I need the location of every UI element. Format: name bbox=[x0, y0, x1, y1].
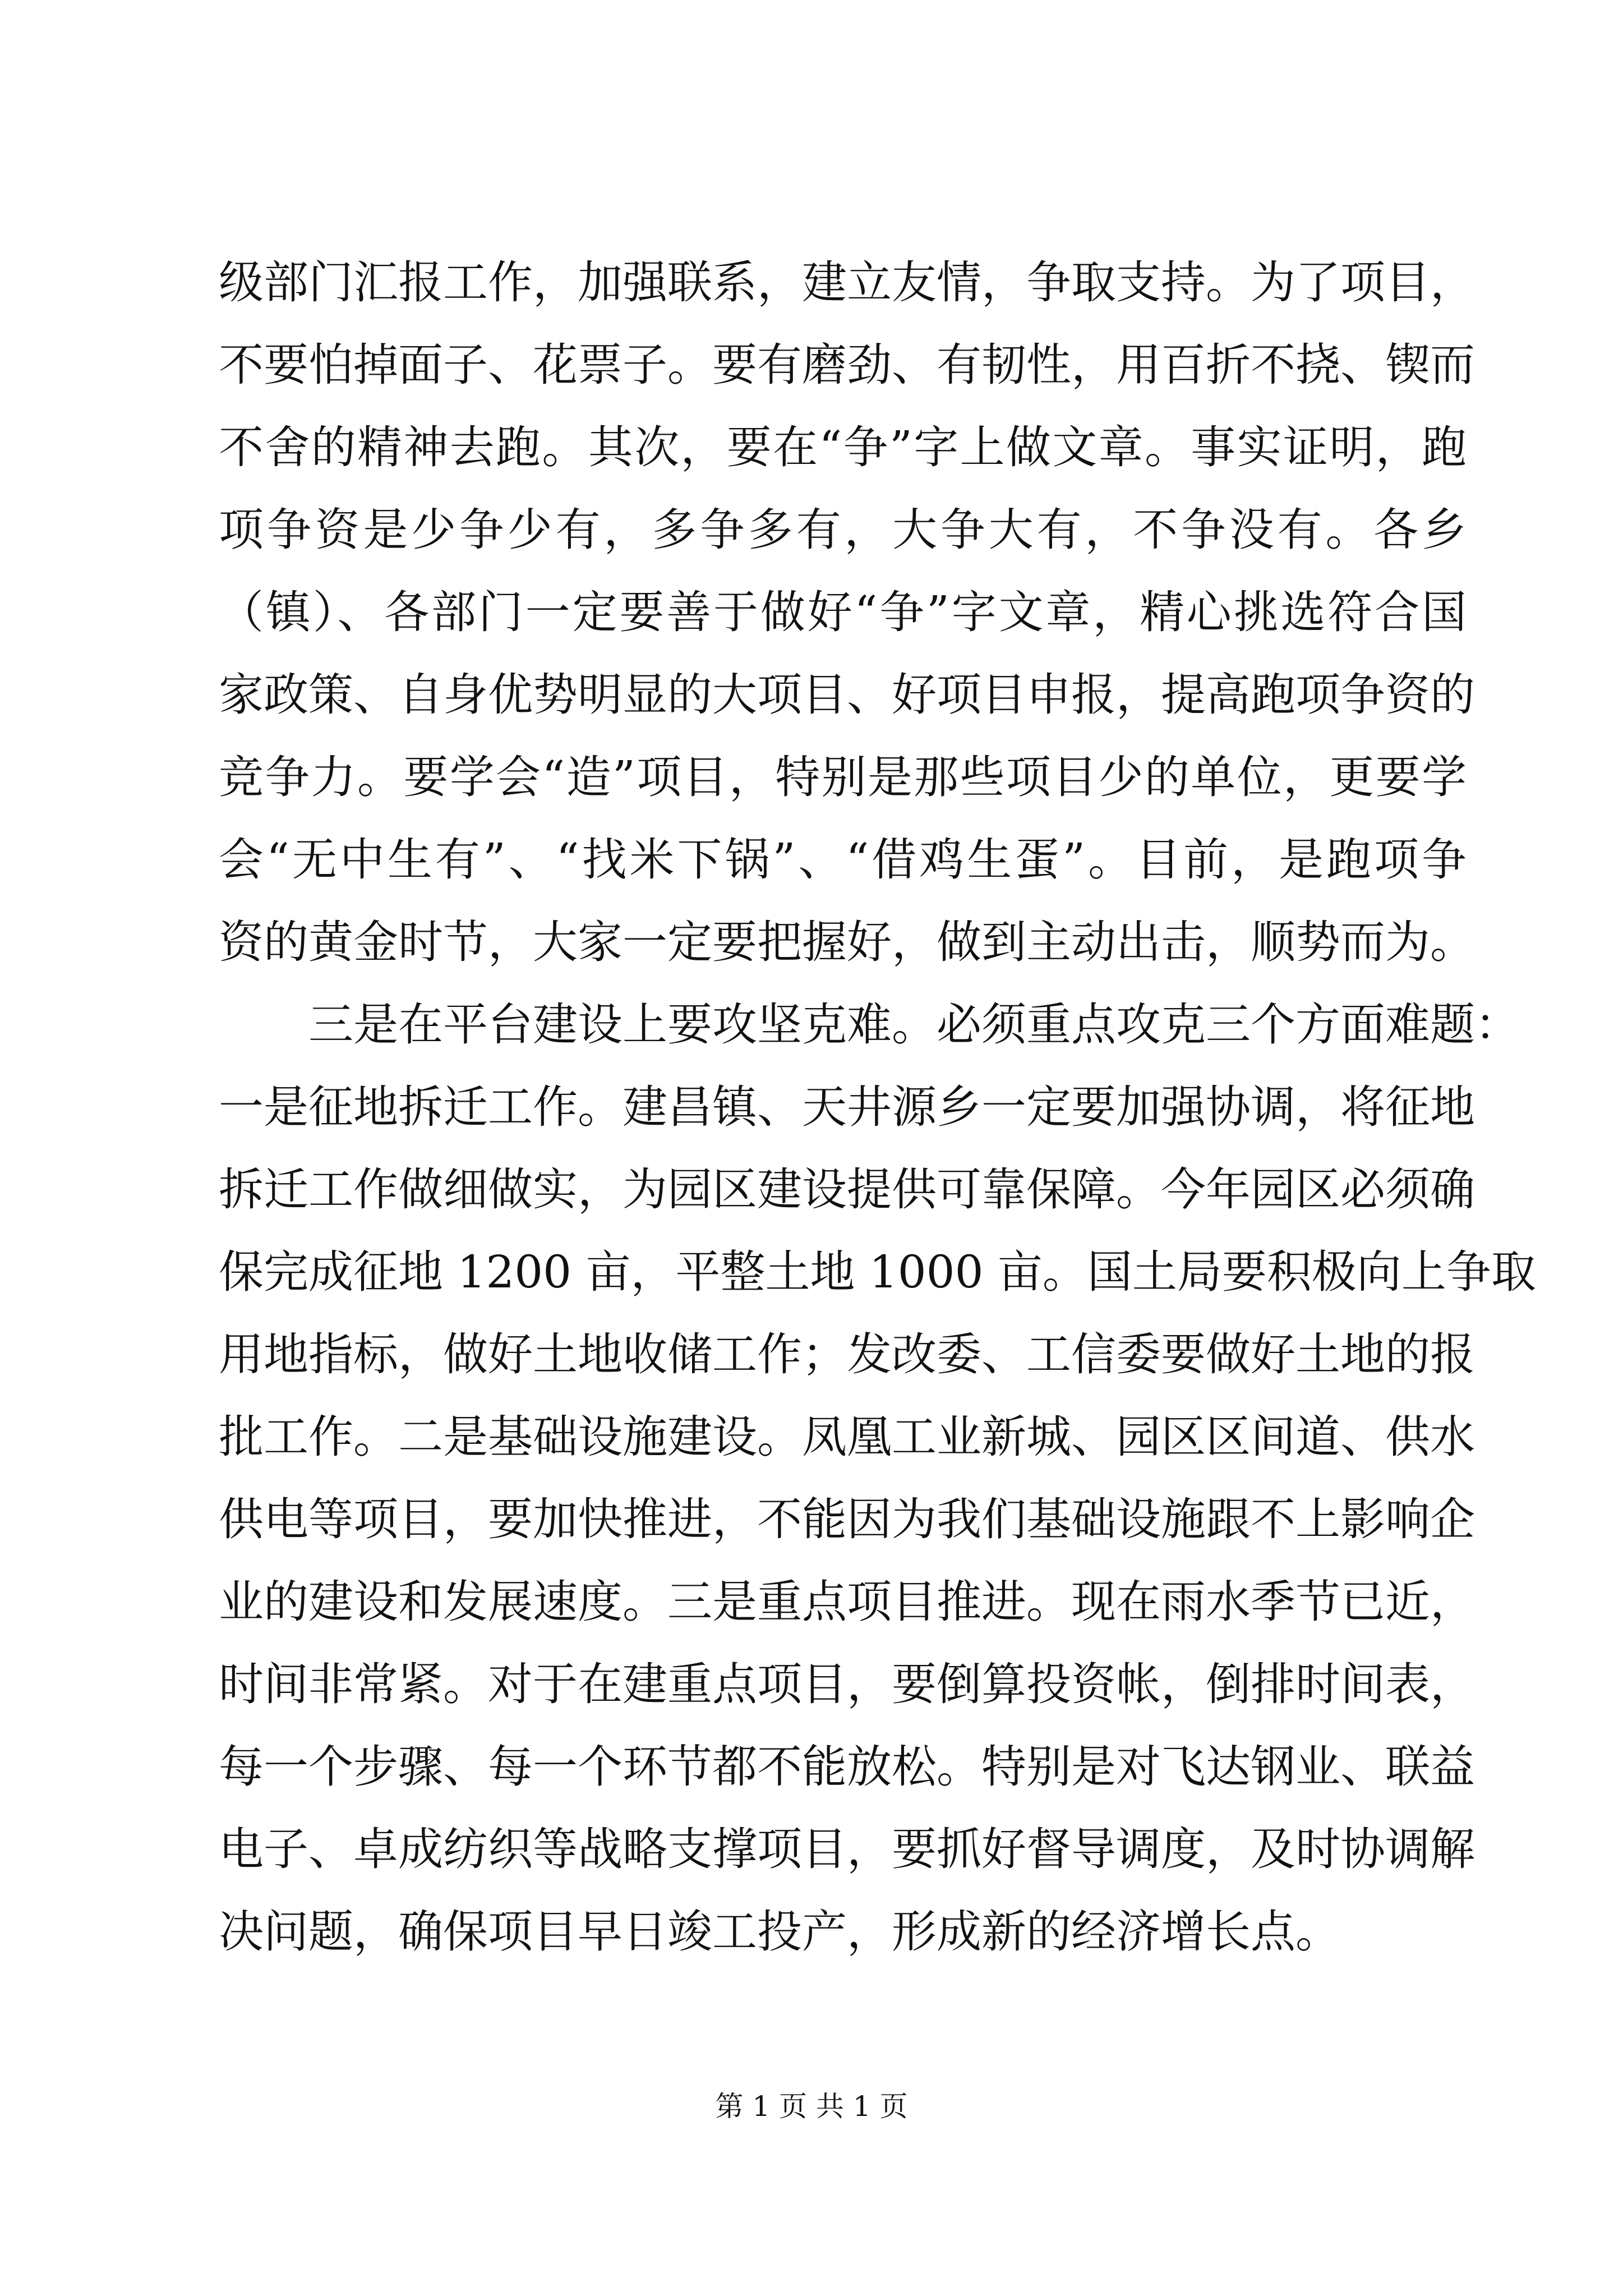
text-line: 不要怕掉面子、花票子。要有磨劲、有韧性，用百折不挠、锲而 bbox=[219, 339, 1475, 391]
text-line: 拆迁工作做细做实，为园区建设提供可靠保障。今年园区必须确 bbox=[219, 1163, 1475, 1216]
body-text bbox=[219, 241, 1536, 1973]
text-line: 电子、卓成纺织等战略支撑项目，要抓好督导调度，及时协调解 bbox=[219, 1823, 1475, 1875]
text-line: 供电等项目，要加快推进，不能因为我们基础设施跟不上影响企 bbox=[219, 1493, 1475, 1545]
text-line: 决问题，确保项目早日竣工投产，形成新的经济增长点。 bbox=[219, 1906, 1340, 1958]
page-number: 第 1 页 共 1 页 bbox=[715, 2090, 908, 2123]
text-line: 每一个步骤、每一个环节都不能放松。特别是对飞达钢业、联益 bbox=[219, 1741, 1475, 1793]
text-line: 资的黄金时节，大家一定要把握好，做到主动出击，顺势而为。 bbox=[219, 916, 1475, 968]
text-line: 不舍的精神去跑。其次，要在“争”字上做文章。事实证明，跑 bbox=[219, 421, 1467, 473]
text-line: 一是征地拆迁工作。建昌镇、天井源乡一定要加强协调，将征地 bbox=[219, 1081, 1475, 1133]
text-line: 竞争力。要学会“造”项目，特别是那些项目少的单位，更要学 bbox=[219, 751, 1467, 803]
text-line: 批工作。二是基础设施建设。凤凰工业新城、园区区间道、供水 bbox=[219, 1411, 1475, 1463]
text-line: （镇）、各部门一定要善于做好“争”字文章，精心挑选符合国 bbox=[219, 586, 1467, 638]
text-line: 保完成征地 1200 亩，平整土地 1000 亩。国土局要积极向上争取 bbox=[219, 1246, 1536, 1298]
text-line: 三是在平台建设上要攻坚克难。必须重点攻克三个方面难题： bbox=[308, 999, 1520, 1051]
text-line: 业的建设和发展速度。三是重点项目推进。现在雨水季节已近， bbox=[219, 1576, 1475, 1628]
text-line: 时间非常紧。对于在建重点项目，要倒算投资帐，倒排时间表， bbox=[219, 1658, 1475, 1710]
text-line: 项争资是少争少有，多争多有，大争大有，不争没有。各乡 bbox=[219, 504, 1467, 556]
text-line: 级部门汇报工作，加强联系，建立友情，争取支持。为了项目， bbox=[219, 256, 1475, 309]
text-line: 家政策、自身优势明显的大项目、好项目申报，提高跑项争资的 bbox=[219, 669, 1475, 721]
text-line: 会“无中生有”、“找米下锅”、“借鸡生蛋”。目前，是跑项争 bbox=[219, 834, 1467, 886]
text-line: 用地指标，做好土地收储工作；发改委、工信委要做好土地的报 bbox=[219, 1328, 1475, 1381]
page-footer bbox=[0, 2087, 1623, 2126]
